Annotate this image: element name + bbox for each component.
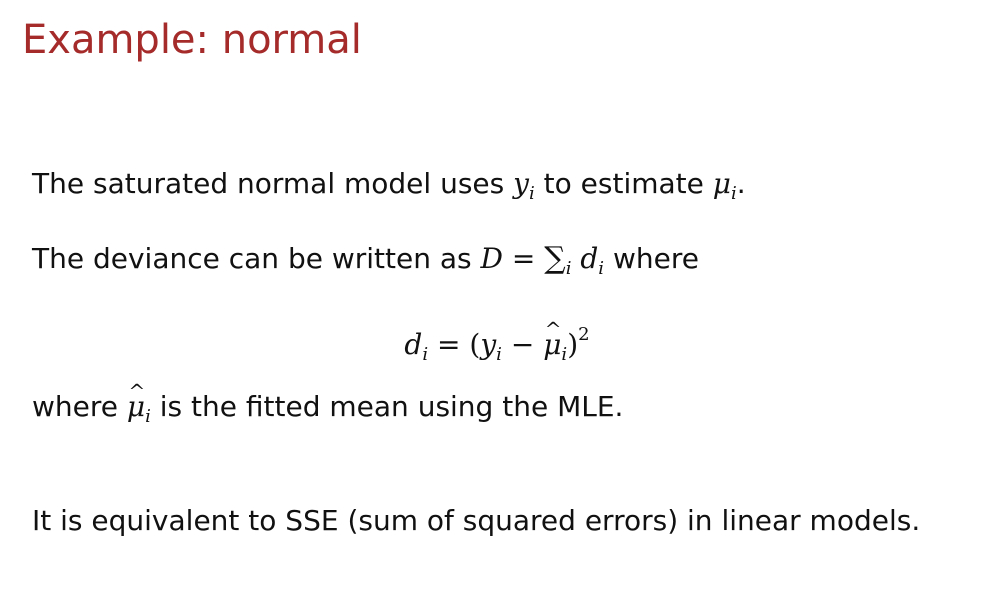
symbol-d: d: [580, 242, 599, 275]
subscript-i: i: [496, 344, 502, 365]
symbol-equals: =: [511, 242, 536, 275]
symbol-equals: =: [437, 328, 461, 361]
symbol-mu: μ: [712, 167, 731, 200]
symbol-mu-hat: ^ μ: [127, 390, 145, 424]
symbol-D: D: [480, 242, 503, 275]
symbol-open-paren: (: [469, 328, 481, 361]
sum-symbol: ∑: [544, 241, 566, 276]
p1-text-b: to estimate: [534, 167, 713, 200]
p1-text-a: The saturated normal model uses: [32, 167, 514, 200]
paragraph-fitted-mean: [32, 390, 623, 434]
symbol-minus: −: [510, 328, 535, 361]
p3-text-b: is the fitted mean using the MLE.: [150, 390, 624, 423]
subscript-i: i: [598, 258, 605, 279]
subscript-i: i: [145, 406, 151, 427]
subscript-i: i: [528, 183, 535, 204]
slide-title: Example: normal: [22, 17, 362, 63]
subscript-i: i: [565, 258, 572, 279]
subscript-i: i: [730, 183, 737, 204]
subscript-i: i: [561, 344, 568, 365]
deviance-equation: [0, 315, 994, 375]
p3-text-a: where: [32, 390, 127, 423]
paragraph-sse: It is equivalent to SSE (sum of squared errors) in linear models.: [32, 504, 921, 537]
p2-text-a: The deviance can be written as: [32, 242, 481, 275]
paragraph-deviance: [32, 242, 699, 286]
paragraph-saturated-model: [32, 167, 746, 211]
superscript-2: 2: [578, 324, 590, 345]
symbol-d: d: [404, 328, 423, 361]
p1-text-c: .: [736, 167, 746, 200]
subscript-i: i: [422, 344, 429, 365]
symbol-y: y: [480, 328, 497, 361]
p2-text-b: where: [604, 242, 699, 275]
symbol-mu-hat: ^ μ: [543, 325, 561, 365]
symbol-close-paren: ): [567, 328, 579, 361]
symbol-y: y: [513, 167, 529, 200]
